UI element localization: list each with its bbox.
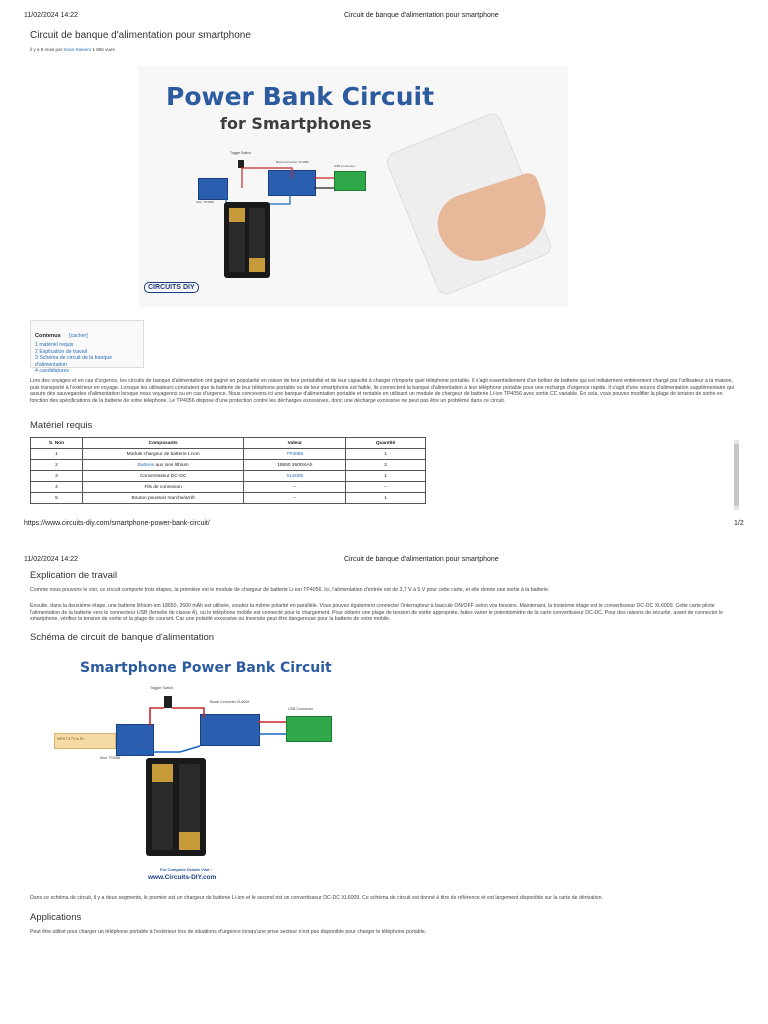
cell-band: [249, 258, 265, 272]
cell-component: Module chargeur de batterie Li-ion: [82, 449, 244, 460]
article-title: Circuit de banque d'alimentation pour smartphone: [30, 30, 251, 41]
cell-value: –: [244, 493, 346, 504]
cell-value: –: [244, 482, 346, 493]
cell-number: 3: [31, 471, 83, 482]
work-heading: Explication de travail: [30, 570, 118, 581]
cell-band: [152, 764, 173, 782]
footer-url[interactable]: https://www.circuits-diy.com/smartphone-power-bank-circuit/: [24, 520, 210, 527]
work-paragraph-1: Comme nous pouvons le voir, ce circuit comporte trois étapes, la première est le module de chargeur de batterie Li-ion TP4056. Ici, l'alimentation d'entrée est de 3,7 V à 5 V pour cette carte, et elle donne une sortie à la batterie.: [30, 587, 550, 593]
cell-quantity: 1: [346, 493, 426, 504]
cell-value-link[interactable]: TP4056: [244, 449, 346, 460]
input-label: INPUT 3.7V to 5V: [57, 737, 84, 741]
component-text: aux ions lithium: [154, 462, 189, 468]
schematic-footer-1: For Complete Details Visit :: [160, 867, 212, 872]
cell-band: [229, 208, 245, 222]
materials-table: [30, 437, 426, 504]
boost-label-2: Boost Converter XL6009: [210, 700, 250, 704]
toc-item[interactable]: 4 candidatures: [35, 368, 70, 375]
schematic-title: Smartphone Power Bank Circuit: [80, 660, 332, 676]
battery-holder: [224, 202, 270, 278]
usb-label: USB Connector: [334, 164, 355, 168]
cell-component: Convertisseur DC-DC: [82, 471, 244, 482]
circuit-wires: [194, 160, 370, 210]
cell-value-link[interactable]: XL6009: [244, 471, 346, 482]
scrollbar[interactable]: [734, 440, 739, 510]
cell-component: [82, 460, 244, 471]
meta-prefix: il y a 8 mois par: [30, 47, 63, 52]
module-label: Mod. TP4056: [196, 200, 214, 204]
col-header: Composants: [82, 438, 244, 449]
schematic-image: [30, 650, 352, 886]
cell-quantity: 1: [346, 471, 426, 482]
cell-quantity: 1: [346, 449, 426, 460]
col-header: Valeur: [244, 438, 346, 449]
col-header: S. Non: [31, 438, 83, 449]
schema-heading: Schéma de circuit de banque d'alimentation: [30, 632, 215, 643]
work-paragraph-2: Ensuite, dans la deuxième étape, une batterie lithium-ion 18650, 2600 mAh est utilisée, soudez la même polarité en parallèle. Vous pouvez également connecter l'interrupteur à bascule ON/OFF selon vos besoins. Maintenant, la troisième étage est le convertisseur DC-DC XL6009. Cette carte pilote l'alimentation de la batterie vers le connecteur USB (femelle de classe A), où le téléphone mobile est connecté pour le chargement. Pour obtenir une plage de tension de sortie appropriée, faites varier le potentiomètre de la carte convertisseur DC-DC. Pour des raisons de sécurité, avant de connecter le smartphone, vérifiez la tension de sortie et la plage de courant. Car une polarité excessive ou inversée peut être dangereuse pour la batterie de votre mobile.: [30, 603, 724, 623]
input-cable: [54, 733, 116, 749]
schema-paragraph: Dans ce schéma de circuit, il y a deux segments, le premier est un chargeur de batterie Li-ion et le second est un convertisseur DC-DC XL6009. Ce schéma de circuit est donné à titre de référence et est largement disponible sur la carte de dérivation.: [30, 895, 603, 901]
table-of-contents: [30, 320, 144, 375]
schematic-wires: [110, 696, 340, 756]
cell-quantity: 2: [346, 460, 426, 471]
table-row: [31, 460, 426, 471]
toc-hide-toggle[interactable]: [cacher]: [69, 333, 88, 339]
author-link[interactable]: Kiran Saleem: [63, 47, 92, 52]
table-header-row: [31, 438, 426, 449]
print-title-2: Circuit de banque d'alimentation pour smartphone: [344, 556, 499, 563]
toc-item[interactable]: 3 Schéma de circuit de la banque d'alimentation: [35, 355, 112, 368]
toc-title: Contenus: [35, 333, 61, 339]
scrollbar-thumb[interactable]: [734, 444, 739, 506]
page-number: 1/2: [734, 520, 744, 527]
print-title: Circuit de banque d'alimentation pour smartphone: [344, 12, 499, 19]
table-row: [31, 493, 426, 504]
cell-number: 1: [31, 449, 83, 460]
boost-label: Boost Converter XL6009: [276, 160, 309, 164]
battery-cell: [249, 208, 265, 272]
battery-cell: [229, 208, 245, 272]
cell-value: 18650 2600mAh: [244, 460, 346, 471]
view-count: 1 956 vues: [92, 47, 115, 52]
toc-item[interactable]: 2 Explication de travail: [35, 348, 87, 355]
cell-number: 5: [31, 493, 83, 504]
circuits-diy-logo: CIRCUITS DIY: [144, 282, 199, 293]
article-meta: [30, 47, 115, 52]
table-row: [31, 449, 426, 460]
cell-quantity: –: [346, 482, 426, 493]
print-datetime-2: 11/02/2024 14:22: [24, 556, 78, 563]
table-row: [31, 482, 426, 493]
col-header: Quantité: [346, 438, 426, 449]
toggle-label: Toggle Switch: [230, 151, 251, 155]
usb-label-2: USB Connector: [288, 707, 313, 711]
cell-number: 2: [31, 460, 83, 471]
banner-title: Power Bank Circuit: [166, 82, 435, 111]
applications-paragraph: Peut être utilisé pour charger un téléphone portable à l'extérieur lors de situations d'urgence lorsqu'une prise secteur n'est pas disponible pour charger le téléphone portable.: [30, 929, 427, 935]
materials-heading: Matériel requis: [30, 420, 93, 431]
applications-heading: Applications: [30, 912, 82, 923]
toggle-label-2: Toggle Switch: [150, 686, 174, 690]
battery-holder-2: [146, 758, 206, 856]
module-label-2: Mod. TP4056: [100, 756, 121, 760]
cell-component: Bouton poussoir marche/arrêt: [82, 493, 244, 504]
power-bank-banner: [138, 66, 568, 307]
cell-number: 4: [31, 482, 83, 493]
component-link[interactable]: Batterie: [137, 462, 155, 468]
battery-cell: [152, 764, 173, 850]
cell-band: [179, 832, 200, 850]
table-row: [31, 471, 426, 482]
cell-component: Fils de connexion: [82, 482, 244, 493]
toc-item[interactable]: 1 matériel requis: [35, 342, 74, 348]
battery-cell: [179, 764, 200, 850]
intro-paragraph: Lors des voyages et en cas d'urgence, les circuits de banque d'alimentation ont gagné en popularité en raison de leur portabilité et de leur capacité à charger n'importe quel téléphone portable. Il s'agit essentiellement d'un boîtier de batterie qui est initialement entièrement chargé par l'utilisateur à la maison, puis transporté à l'extérieur en voyage. Lorsque les utilisateurs constatent que la batterie de leur téléphone portable ou de leur smartphone est faible, ils connectent la banque d'alimentation à leur téléphone portable pour une recharge d'urgence rapide. Il s'agit d'une source d'alimentation supplémentaire qui assure des sauvegardes d'alimentation lorsque nous voyageons ou en cas d'urgence. Nous concevons ici une banque d'alimentation portable et rentable en utilisant un module de chargeur de batterie Li-ion TP4056 avec sortie CC variable. En cela, vous pouvez modifier la plage de tension de sortie en fonction des spécifications de la batterie de votre téléphone. Le TP4056 dispose d'une protection contre les décharges excessives, donc une décharge excessive ne peut pas être un problème dans ce circuit.: [30, 378, 734, 404]
banner-subtitle: for Smartphones: [220, 114, 372, 133]
schematic-footer-2: www.Circuits-DIY.com: [148, 874, 217, 881]
print-datetime: 11/02/2024 14:22: [24, 12, 78, 19]
